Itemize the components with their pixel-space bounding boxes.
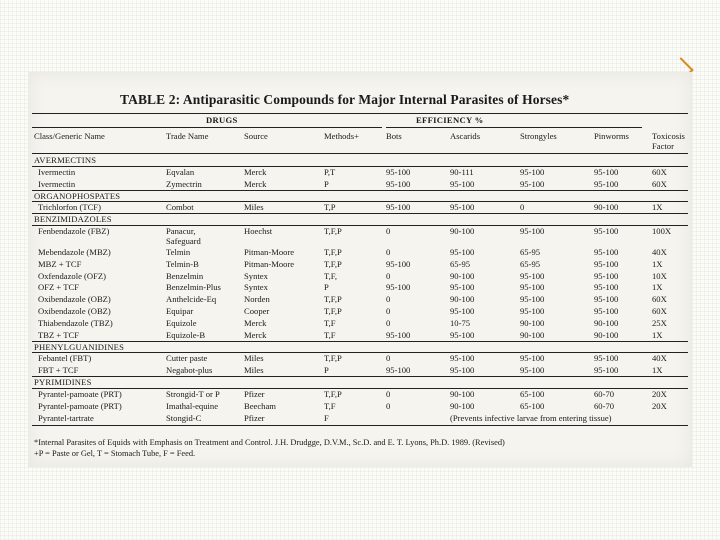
cell-bots: 0 — [386, 306, 391, 317]
cell-bots: 0 — [386, 353, 391, 364]
cell-pinworms: 90-100 — [594, 202, 619, 213]
cell-ascarids: 90-111 — [450, 166, 474, 177]
section-underline — [32, 201, 688, 202]
cell-ascarids: 95-100 — [450, 178, 475, 189]
cell-ascarids: 95-100 — [450, 306, 475, 317]
cell-strongyles: 95-100 — [520, 294, 545, 305]
cell-ascarids: 90-100 — [450, 226, 475, 237]
cell-methods: T,F,P — [324, 226, 342, 237]
cell-trade-name: Benzelmin-Plus — [166, 282, 221, 293]
column-header-pinworms: Pinworms — [594, 131, 629, 141]
column-header-toxicosis-factor: Toxicosis Factor — [652, 131, 685, 151]
cell-source: Pitman-Moore — [244, 258, 295, 269]
cell-strongyles: 65-100 — [520, 389, 545, 400]
section-underline — [32, 352, 688, 353]
cell-class-name: Febantel (FBT) — [38, 353, 92, 364]
cell-note: (Prevents infective larvae from entering tissue) — [450, 412, 612, 423]
table-title: TABLE 2: Antiparasitic Compounds for Major Internal Parasites of Horses* — [120, 92, 570, 107]
cell-strongyles: 95-100 — [520, 365, 545, 376]
cell-toxicosis-factor: 1X — [652, 258, 663, 269]
cell-class-name: Oxfendazole (OFZ) — [38, 270, 107, 281]
cell-strongyles: 95-100 — [520, 282, 545, 293]
cell-toxicosis-factor: 20X — [652, 389, 667, 400]
cell-pinworms: 95-100 — [594, 246, 619, 257]
section-rule — [32, 341, 688, 342]
cell-pinworms: 95-100 — [594, 258, 619, 269]
column-header-methods: Methods+ — [324, 131, 359, 141]
cell-source: Miles — [244, 365, 264, 376]
cell-pinworms: 95-100 — [594, 178, 619, 189]
cell-class-name: Pyrantel-pamoate (PRT) — [38, 389, 122, 400]
cell-trade-name: Cutter paste — [166, 353, 208, 364]
cell-toxicosis-factor: 20X — [652, 400, 667, 411]
cell-source: Merck — [244, 178, 267, 189]
cell-ascarids: 95-100 — [450, 282, 475, 293]
section-rule — [32, 190, 688, 191]
cell-strongyles: 0 — [520, 202, 525, 213]
title-rule — [32, 113, 688, 114]
cell-pinworms: 95-100 — [594, 306, 619, 317]
cell-toxicosis-factor: 40X — [652, 246, 667, 257]
column-header-source: Source — [244, 131, 268, 141]
cell-ascarids: 95-100 — [450, 353, 475, 364]
cell-strongyles: 95-100 — [520, 226, 545, 237]
cell-bots: 95-100 — [386, 202, 411, 213]
cell-source: Norden — [244, 294, 270, 305]
cell-class-name: MBZ + TCF — [38, 258, 82, 269]
cell-source: Pfizer — [244, 412, 265, 423]
cell-pinworms: 90-100 — [594, 317, 619, 328]
cell-ascarids: 90-100 — [450, 294, 475, 305]
cell-toxicosis-factor: 1X — [652, 365, 663, 376]
cell-methods: T,F — [324, 329, 336, 340]
cell-ascarids: 95-100 — [450, 246, 475, 257]
cell-methods: T,F,P — [324, 258, 342, 269]
cell-ascarids: 95-100 — [450, 329, 475, 340]
section-underline — [32, 388, 688, 389]
cell-toxicosis-factor: 60X — [652, 294, 667, 305]
efficiency-group-header: EFFICIENCY % — [416, 115, 484, 125]
cell-methods: P — [324, 282, 329, 293]
cell-source: Syntex — [244, 282, 268, 293]
cell-methods: P — [324, 178, 329, 189]
cell-bots: 0 — [386, 400, 391, 411]
cell-trade-name: Stongid-C — [166, 412, 202, 423]
cell-strongyles: 95-100 — [520, 270, 545, 281]
cell-methods: T,F,P — [324, 389, 342, 400]
cell-toxicosis-factor: 100X — [652, 226, 672, 237]
cell-toxicosis-factor: 1X — [652, 329, 663, 340]
drugs-group-rule — [32, 127, 382, 128]
header-rule — [32, 153, 688, 154]
cell-pinworms: 95-100 — [594, 226, 619, 237]
section-label: BENZIMIDAZOLES — [34, 214, 112, 225]
cell-strongyles: 65-95 — [520, 258, 541, 269]
section-rule — [32, 213, 688, 214]
cell-trade-name: Combot — [166, 202, 194, 213]
cell-strongyles: 65-95 — [520, 246, 541, 257]
cell-strongyles: 65-100 — [520, 400, 545, 411]
cell-bots: 95-100 — [386, 329, 411, 340]
cell-ascarids: 65-95 — [450, 258, 471, 269]
cell-source: Beecham — [244, 400, 276, 411]
cell-class-name: TBZ + TCF — [38, 329, 79, 340]
table-scan — [28, 72, 692, 467]
cell-bots: 0 — [386, 246, 391, 257]
footnote-source: *Internal Parasites of Equids with Emphasis on Treatment and Control. J.H. Drudgge, D.V.M., Sc.D. and E. T. Lyons, Ph.D. 1989. (Revised) — [34, 438, 505, 447]
cell-bots: 0 — [386, 294, 391, 305]
cell-class-name: Thiabendazole (TBZ) — [38, 317, 113, 328]
cell-class-name: Fenbendazole (FBZ) — [38, 226, 110, 237]
efficiency-group-rule — [386, 127, 642, 128]
cell-toxicosis-factor: 60X — [652, 306, 667, 317]
cell-trade-name: Negabot-plus — [166, 365, 213, 376]
cell-source: Merck — [244, 166, 267, 177]
cell-ascarids: 95-100 — [450, 202, 475, 213]
column-header-ascarids: Ascarids — [450, 131, 481, 141]
cell-strongyles: 95-100 — [520, 178, 545, 189]
cell-methods: T,F,P — [324, 353, 342, 364]
cell-ascarids: 90-100 — [450, 389, 475, 400]
cell-source: Pitman-Moore — [244, 246, 295, 257]
cell-pinworms: 95-100 — [594, 282, 619, 293]
cell-toxicosis-factor: 1X — [652, 282, 663, 293]
cell-bots: 95-100 — [386, 258, 411, 269]
cell-bots: 0 — [386, 389, 391, 400]
cell-pinworms: 95-100 — [594, 294, 619, 305]
table-bottom-rule — [32, 425, 688, 426]
cell-pinworms: 60-70 — [594, 400, 615, 411]
cell-bots: 95-100 — [386, 178, 411, 189]
cell-trade-name: Imathal-equine — [166, 400, 219, 411]
cell-toxicosis-factor: 60X — [652, 178, 667, 189]
cell-toxicosis-factor: 10X — [652, 270, 667, 281]
cell-trade-name: Zymectrin — [166, 178, 202, 189]
cell-class-name: Pyrantel-tartrate — [38, 412, 94, 423]
column-header-class-name: Class/Generic Name — [34, 131, 105, 141]
cell-bots: 0 — [386, 317, 391, 328]
cell-methods: T,F — [324, 317, 336, 328]
cell-class-name: Ivermectin — [38, 166, 76, 177]
section-label: PHENYLGUANIDINES — [34, 341, 125, 352]
cell-trade-name: Strongid-T or P — [166, 389, 220, 400]
cell-ascarids: 90-100 — [450, 400, 475, 411]
cell-methods: T,F — [324, 400, 336, 411]
cell-class-name: Oxibendazole (OBZ) — [38, 294, 111, 305]
cell-toxicosis-factor: 1X — [652, 202, 663, 213]
cell-class-name: OFZ + TCF — [38, 282, 79, 293]
cell-ascarids: 95-100 — [450, 365, 475, 376]
column-header-strongyles: Strongyles — [520, 131, 557, 141]
column-header-bots: Bots — [386, 131, 402, 141]
cell-strongyles: 95-100 — [520, 166, 545, 177]
cell-trade-name: Anthelcide-Eq — [166, 294, 217, 305]
cell-bots: 95-100 — [386, 166, 411, 177]
cell-methods: P,T — [324, 166, 336, 177]
cell-ascarids: 90-100 — [450, 270, 475, 281]
cell-methods: T,P — [324, 202, 336, 213]
cell-bots: 95-100 — [386, 365, 411, 376]
cell-class-name: Trichlorfon (TCF) — [38, 202, 101, 213]
cell-pinworms: 90-100 — [594, 329, 619, 340]
section-rule — [32, 376, 688, 377]
cell-toxicosis-factor: 40X — [652, 353, 667, 364]
cell-bots: 0 — [386, 270, 391, 281]
cell-pinworms: 95-100 — [594, 166, 619, 177]
cell-source: Pfizer — [244, 389, 265, 400]
cell-methods: T,F, — [324, 270, 337, 281]
cell-strongyles: 90-100 — [520, 317, 545, 328]
cell-strongyles: 90-100 — [520, 329, 545, 340]
section-underline — [32, 225, 688, 226]
section-label: PYRIMIDINES — [34, 377, 92, 388]
cell-bots: 0 — [386, 226, 391, 237]
cell-pinworms: 95-100 — [594, 365, 619, 376]
cell-trade-name: Panacur, Safeguard — [166, 226, 201, 247]
cell-source: Hoechst — [244, 226, 273, 237]
cell-trade-name: Equizole — [166, 317, 197, 328]
cell-strongyles: 95-100 — [520, 353, 545, 364]
cell-class-name: Mebendazole (MBZ) — [38, 246, 111, 257]
cell-source: Cooper — [244, 306, 270, 317]
cell-class-name: Pyrantel-pamoate (PRT) — [38, 400, 122, 411]
cell-class-name: Oxibendazole (OBZ) — [38, 306, 111, 317]
section-label: AVERMECTINS — [34, 155, 97, 165]
cell-methods: P — [324, 365, 329, 376]
cell-bots: 95-100 — [386, 282, 411, 293]
footnote-methods: +P = Paste or Gel, T = Stomach Tube, F = Feed. — [34, 449, 196, 458]
section-underline — [32, 166, 688, 167]
section-label: ORGANOPHOSPATES — [34, 190, 121, 201]
cell-strongyles: 95-100 — [520, 306, 545, 317]
cell-ascarids: 10-75 — [450, 317, 471, 328]
cell-class-name: FBT + TCF — [38, 365, 79, 376]
cell-trade-name: Telmin — [166, 246, 191, 257]
cell-toxicosis-factor: 25X — [652, 317, 667, 328]
cell-source: Miles — [244, 202, 264, 213]
drugs-group-header: DRUGS — [206, 115, 238, 125]
cell-trade-name: Telmin-B — [166, 258, 199, 269]
cell-methods: F — [324, 412, 329, 423]
cell-methods: T,F,P — [324, 246, 342, 257]
cell-source: Merck — [244, 317, 267, 328]
cell-class-name: Ivermectin — [38, 178, 76, 189]
cell-methods: T,F,P — [324, 294, 342, 305]
cell-toxicosis-factor: 60X — [652, 166, 667, 177]
column-header-trade-name: Trade Name — [166, 131, 209, 141]
cell-source: Miles — [244, 353, 264, 364]
cell-trade-name: Equipar — [166, 306, 194, 317]
cell-trade-name: Equizole-B — [166, 329, 206, 340]
cell-pinworms: 95-100 — [594, 353, 619, 364]
cell-pinworms: 60-70 — [594, 389, 615, 400]
cell-source: Syntex — [244, 270, 268, 281]
cell-pinworms: 95-100 — [594, 270, 619, 281]
cell-source: Merck — [244, 329, 267, 340]
cell-trade-name: Eqvalan — [166, 166, 195, 177]
cell-trade-name: Benzelmin — [166, 270, 204, 281]
cell-methods: T,F,P — [324, 306, 342, 317]
